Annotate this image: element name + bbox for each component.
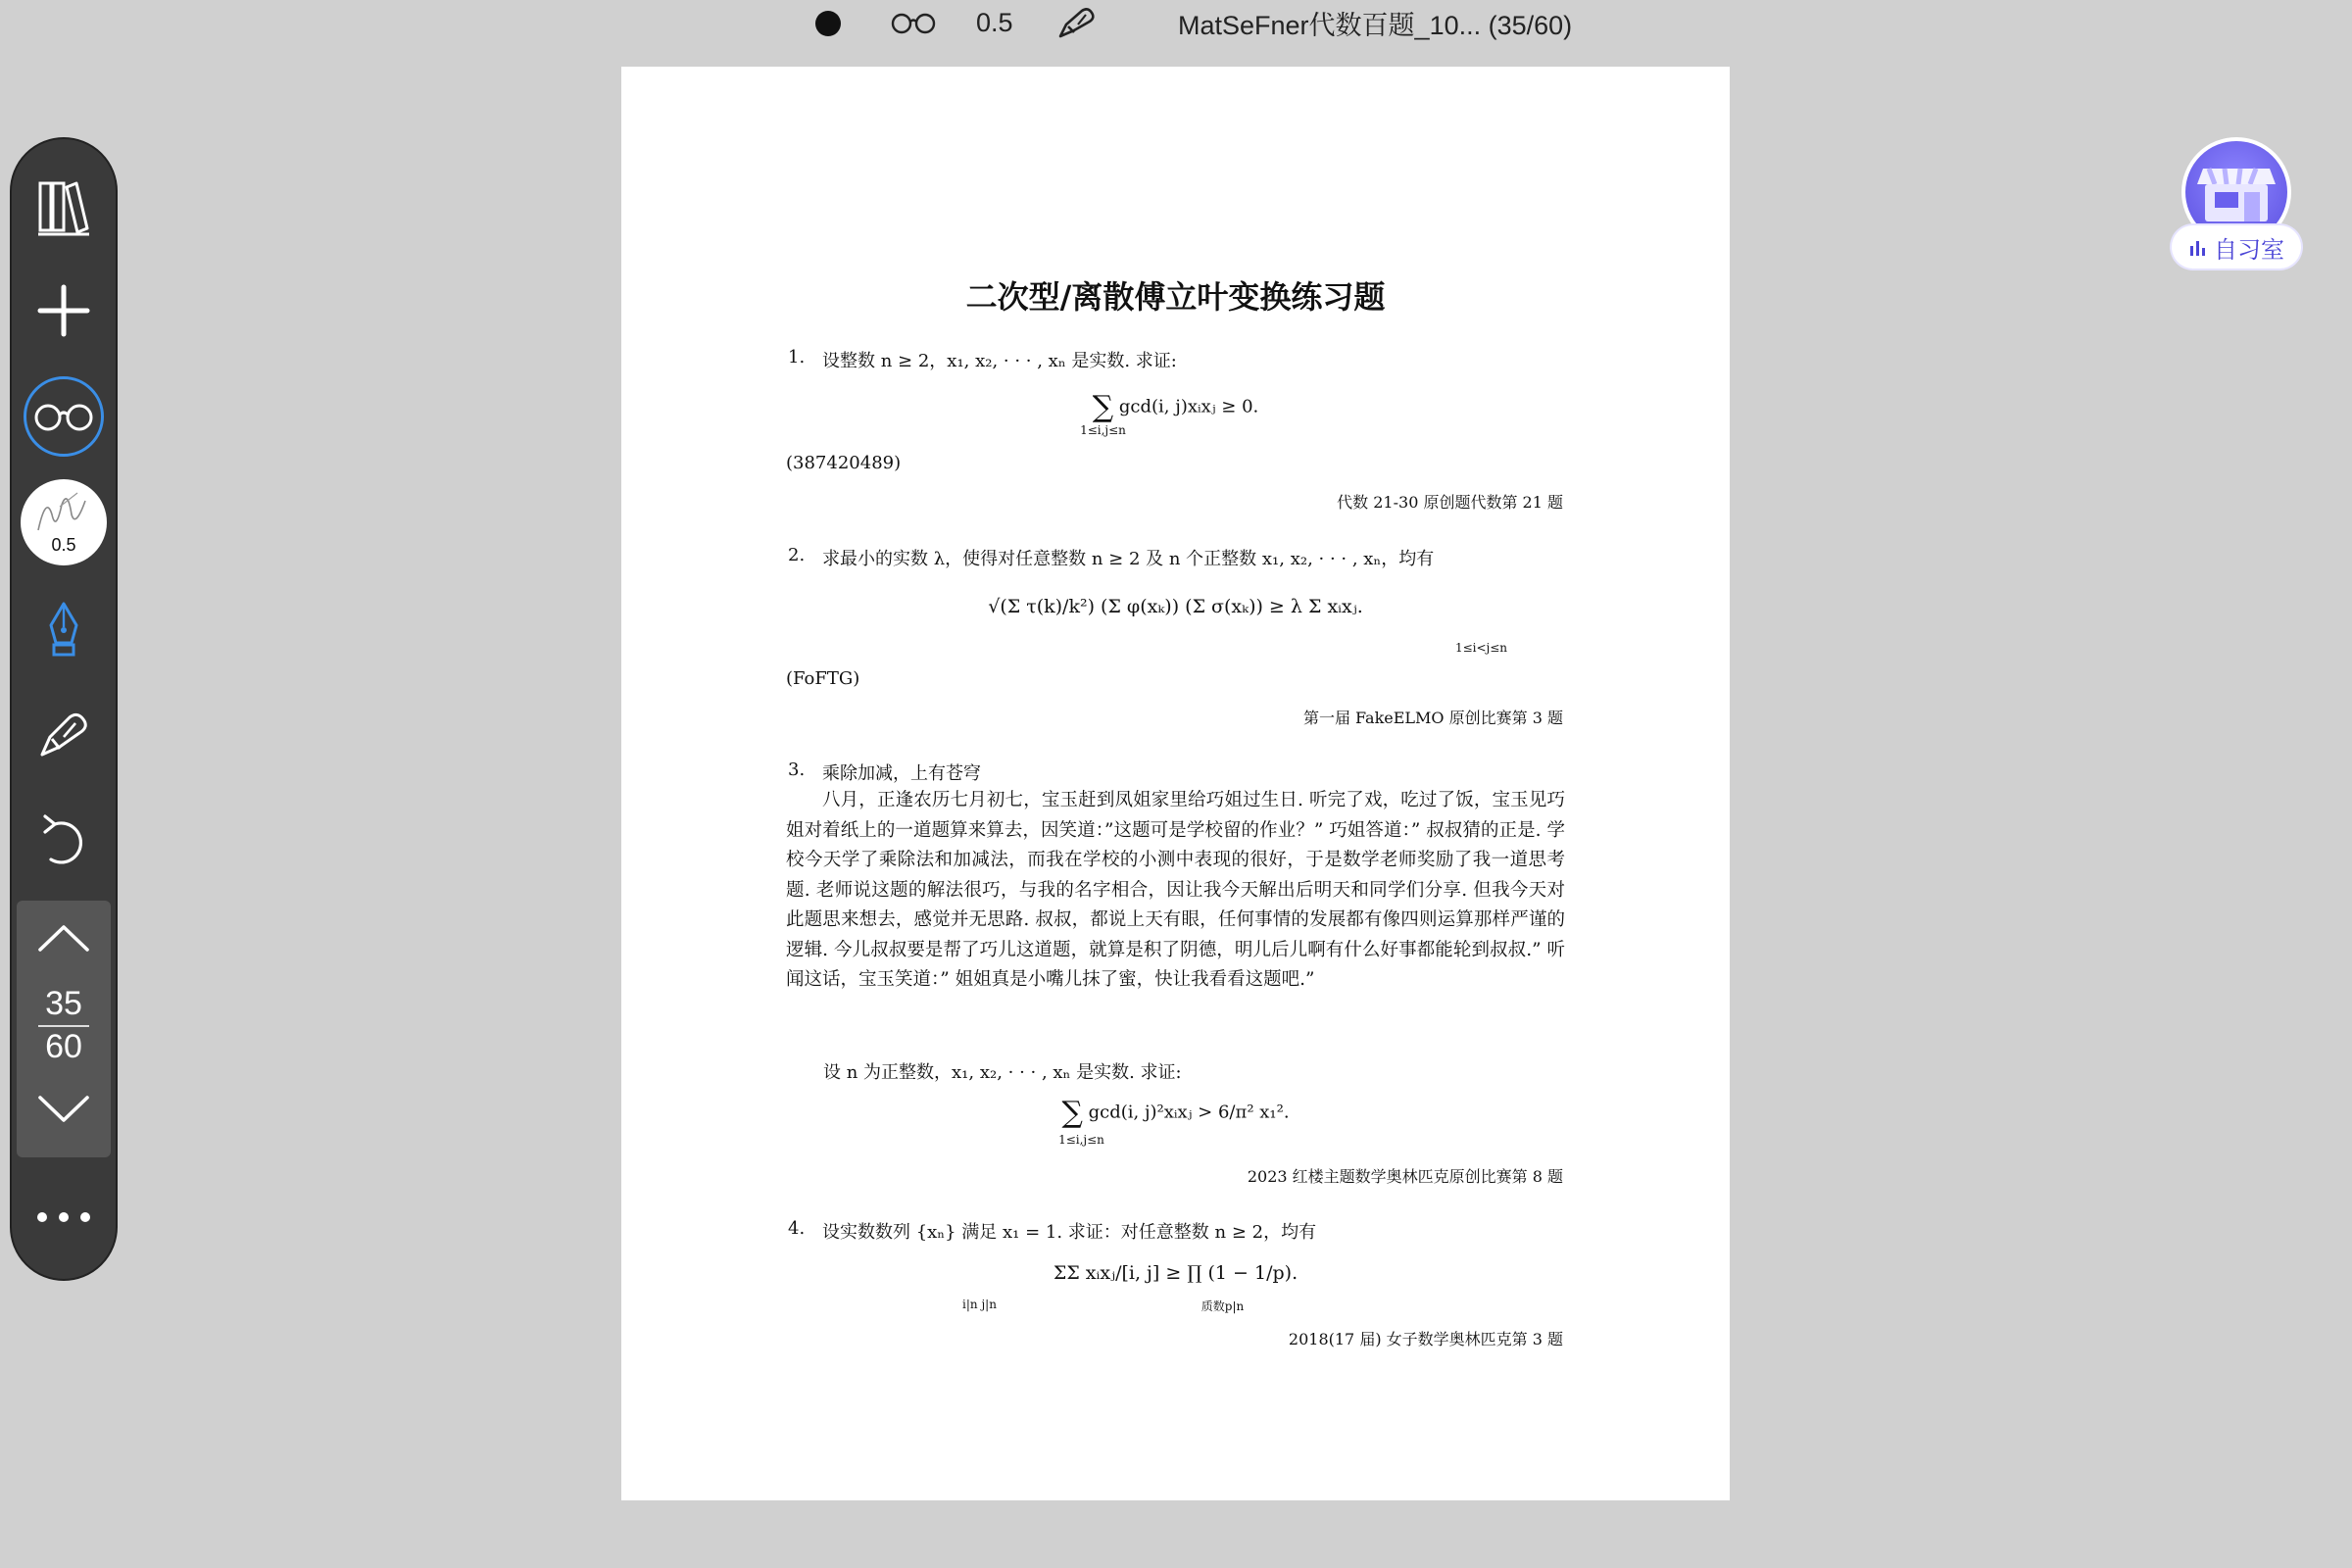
problem-number: 2. (788, 545, 806, 565)
page-divider (38, 1025, 89, 1027)
problem-source: 2018(17 届) 女子数学奥林匹克第 3 题 (1288, 1330, 1563, 1348)
undo-button[interactable] (12, 796, 116, 884)
problem-source: 代数 21-30 原创题代数第 21 题 (1337, 493, 1563, 512)
problem-formula: √(Σ τ(k)/k²) (Σ φ(xₖ)) (Σ σ(xₖ)) ≥ λ Σ xᵢxⱼ. (988, 596, 1363, 617)
formula-subscript: 1≤i<j≤n (1454, 641, 1508, 655)
total-page-number: 60 (45, 1028, 82, 1065)
pen-color-dot[interactable] (815, 11, 841, 36)
page-down-button[interactable] (17, 1077, 111, 1141)
page-navigator (17, 901, 111, 1157)
pen-width-value[interactable]: 0.5 (976, 7, 1013, 37)
problem-tag: (FoFTG) (786, 668, 860, 689)
add-button[interactable] (12, 267, 116, 355)
problem-tag: (387420489) (786, 453, 902, 473)
study-room-label (2172, 225, 2301, 269)
problem-statement: 设实数数列 {xₙ} 满足 x₁ = 1. 求证：对任意整数 n ≥ 2，均有 (822, 1222, 1317, 1243)
problem-source: 第一届 FakeELMO 原创比赛第 3 题 (1302, 709, 1563, 727)
problem-number: 4. (788, 1218, 806, 1239)
fountain-pen-button[interactable] (12, 585, 116, 673)
page-up-button[interactable] (17, 906, 111, 969)
bookshelf-icon (36, 177, 91, 238)
problem-story: 八月，正逢农历七月初七，宝玉赶到凤姐家里给巧姐过生日. 听完了戏，吃过了饭，宝玉见巧姐对着纸上的一道题算来算去，因笑道：”这题可是学校留的作业？” 巧姐答道：” 叔叔猜的正是. 学校今天学了乘除法和加减法，而我在学校的小测中表现的很好，于是数学老师奖励了我一道思考题. 老师说这题的解法很巧，与我的名字相合，因让我今天解出后明天和同学们分享. 但我今天对此题思来想去，感觉并无思路. 叔叔，都说上天有眼，任何事情的发展都有像四则运算那样严谨的逻辑. 今儿叔叔要是帮了巧儿这道题，就算是积了阴德，明儿后儿啊有什么好事都能轮到叔叔.” 听闻这话，宝玉笑道：” 姐姐真是小嘴儿抹了蜜，快让我看看这题吧.” (786, 790, 1565, 990)
document-title: MatSeFner代数百题_10... (35/60) (1178, 10, 1573, 40)
fountain-pen-icon (44, 600, 83, 659)
reading-mode-button[interactable] (12, 372, 116, 461)
lasso-pen-icon[interactable] (1056, 4, 1098, 41)
left-toolbar (10, 137, 118, 1281)
more-button[interactable] (12, 1173, 116, 1261)
chevron-up-icon (37, 923, 90, 953)
document-heading: 二次型/离散傅立叶变换练习题 (965, 278, 1386, 316)
plus-icon (37, 284, 90, 337)
pen-size-button[interactable] (12, 478, 116, 566)
problem-formula: ∑ gcd(i, j)xᵢxⱼ ≥ 0. (1092, 390, 1259, 424)
formula-subscript: 1≤i,j≤n (1080, 423, 1126, 437)
problem-formula: ΣΣ xᵢxⱼ/[i, j] ≥ ∏ (1 − 1/p). (1053, 1262, 1298, 1284)
bar-chart-icon (2188, 237, 2208, 257)
study-room-text: 自习室 (2214, 236, 2284, 264)
formula-subscript: 1≤i,j≤n (1058, 1133, 1104, 1147)
undo-icon (39, 810, 88, 869)
problem-formula: ∑ gcd(i, j)²xᵢxⱼ > 6/π² x₁². (1061, 1096, 1290, 1130)
study-room-button[interactable] (2170, 135, 2303, 274)
library-button[interactable] (12, 164, 116, 252)
more-dots-icon (36, 1211, 91, 1223)
pdf-page[interactable] (621, 67, 1730, 1500)
glasses-icon (32, 402, 95, 431)
lasso-tool-button[interactable] (12, 691, 116, 779)
formula-subscript: 质数p|n (1200, 1299, 1245, 1313)
lasso-pen-icon (36, 710, 91, 760)
problem-heading: 乘除加减，上有苍穹 (822, 763, 981, 784)
problem-statement: 求最小的实数 λ，使得对任意整数 n ≥ 2 及 n 个正整数 x₁, x₂, · · · , xₙ，均有 (822, 549, 1435, 569)
reading-mode-icon[interactable] (890, 4, 937, 41)
problem-setup: 设 n 为正整数，x₁, x₂, · · · , xₙ 是实数. 求证: (823, 1062, 1182, 1083)
formula-subscript: i|n j|n (962, 1298, 997, 1311)
chevron-down-icon (37, 1095, 90, 1124)
problem-statement: 设整数 n ≥ 2，x₁, x₂, · · · , xₙ 是实数. 求证: (822, 351, 1177, 371)
problem-number: 3. (788, 760, 806, 780)
pen-size-value: 0.5 (51, 535, 76, 555)
top-status-bar (0, 0, 2352, 45)
current-page-number[interactable]: 35 (45, 985, 82, 1022)
problem-number: 1. (788, 347, 806, 368)
problem-source: 2023 红楼主题数学奥林匹克原创比赛第 8 题 (1247, 1167, 1563, 1186)
